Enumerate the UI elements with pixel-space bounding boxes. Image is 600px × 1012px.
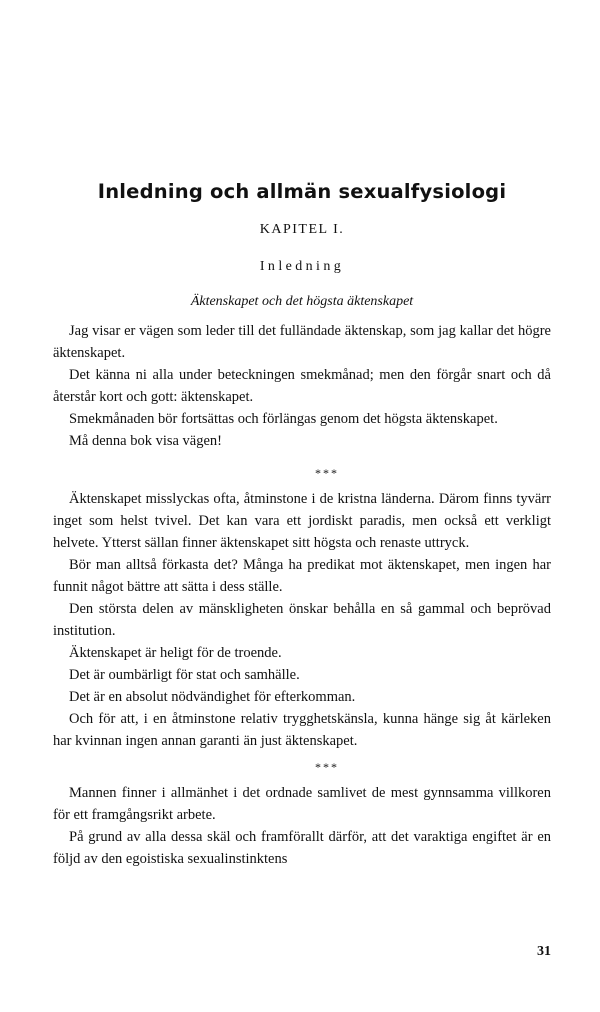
paragraph: Må denna bok visa vägen!	[69, 433, 223, 449]
paragraph: Det är oumbärligt för stat och samhälle.	[69, 667, 300, 683]
paragraph: Och för att, i en åtminstone relativ trygghetskänsla, kunna hänge sig åt kärleken har kvinnan ingen annan garanti än just äktenskapet.	[53, 711, 551, 749]
section-subtitle: Äktenskapet och det högsta äktenskapet	[190, 294, 414, 309]
paragraph: Det är en absolut nödvändighet för efterkomman.	[69, 689, 356, 705]
chapter-heading: Inledning och allmän sexualfysiologi	[97, 180, 507, 203]
section-separator: ***	[315, 466, 339, 480]
chapter-label: KAPITEL I.	[259, 222, 345, 237]
paragraph: Smekmånaden bör fortsättas och förlängas genom det högsta äktenskapet.	[69, 411, 498, 427]
paragraph: Äktenskapet misslyckas ofta, åtminstone i de kristna länderna. Därom finns tyvärr inget som helst tvivel. Det kan vara ett jordiskt paradis, men också ett verkligt helvete. Ytterst sällan finner äktenskapet sitt högsta och renaste uttryck.	[53, 491, 551, 551]
paragraph: Äktenskapet är heligt för de troende.	[69, 645, 282, 661]
section-separator: ***	[315, 760, 339, 774]
body-text	[53, 320, 551, 870]
paragraph: Det känna ni alla under beteckningen smekmånad; men den förgår snart och då återstår kort och gott: äktenskapet.	[53, 367, 551, 405]
paragraph: Jag visar er vägen som leder till det fulländade äktenskap, som jag kallar det högre äktenskapet.	[53, 323, 551, 361]
paragraph: Mannen finner i allmänhet i det ordnade samlivet de mest gynnsamma villkoren för ett framgångsrikt arbete.	[53, 785, 551, 823]
page-number: 31	[537, 944, 551, 959]
paragraph: Den största delen av mänskligheten önskar behålla en så gammal och beprövad institution.	[53, 601, 551, 639]
paragraph: På grund av alla dessa skäl och framförallt därför, att det varaktiga engiftet är en följd av den egoistiska sexualinstinktens	[53, 829, 551, 867]
book-page	[53, 0, 551, 1012]
paragraph: Bör man alltså förkasta det? Många ha predikat mot äktenskapet, men ingen har funnit något bättre att sätta i dess ställe.	[53, 557, 551, 595]
section-title: Inledning	[259, 259, 345, 274]
